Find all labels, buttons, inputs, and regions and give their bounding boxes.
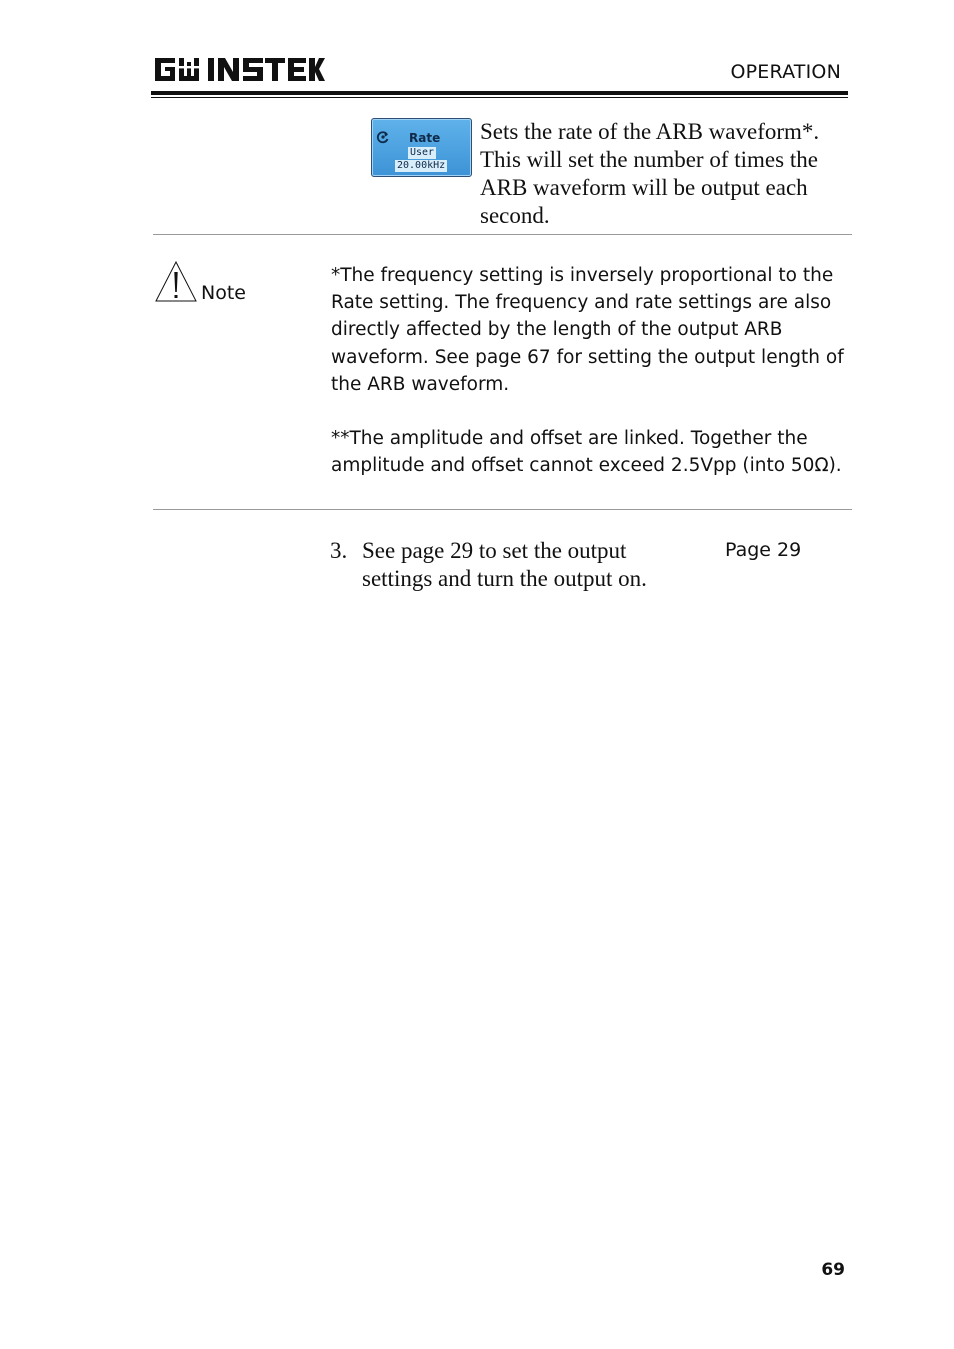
- note-text: [331, 262, 851, 480]
- header-rule-thin: [151, 97, 848, 98]
- softkey-title: Rate: [409, 131, 441, 145]
- section-title: OPERATION: [730, 61, 841, 83]
- note-paragraph-frequency: *The frequency setting is inversely proportional to the Rate setting. The frequency and rate settings are also directly affected by the length of the output ARB waveform. See page 67 for setting the output length of the ARB waveform.: [331, 265, 844, 395]
- softkey-value: 20.00kHz: [397, 160, 446, 171]
- section-divider: [153, 509, 852, 510]
- softkey-mode: User: [410, 147, 435, 158]
- warning-triangle-icon: [154, 260, 198, 304]
- section-divider: [153, 234, 852, 235]
- page-reference: Page 29: [725, 539, 802, 561]
- note-label: Note: [201, 282, 246, 304]
- brand-logo-graphic: [153, 54, 325, 84]
- header-rule: [151, 91, 848, 95]
- note-paragraph-amplitude: **The amplitude and offset are linked. Together the amplitude and offset cannot exceed 2.5Vpp (into 50Ω).: [331, 428, 842, 477]
- rotary-knob-icon: [376, 130, 390, 144]
- step-text: See page 29 to set the output settings and turn the output on.: [362, 538, 647, 591]
- rate-description: Sets the rate of the ARB waveform*. This will set the number of times the ARB waveform will be output each second.: [480, 119, 820, 228]
- page-number: 69: [821, 1260, 845, 1280]
- rate-softkey: [371, 118, 472, 177]
- gw-instek-logo: [153, 54, 325, 84]
- step-number: 3.: [330, 538, 348, 563]
